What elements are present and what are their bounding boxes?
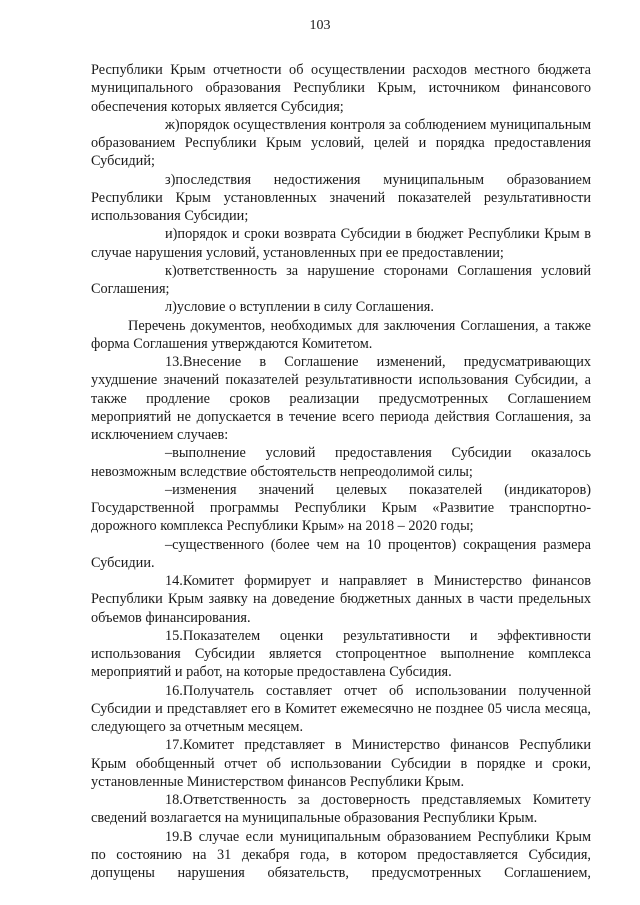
paragraph-text: изменения значений целевых показателей (индикаторов) Государственной программы Республики Крым «Развитие транспортно-дорожного комплекса Республики Крым» на 2018 – 2020 годы; — [91, 481, 591, 535]
dash-marker: – — [165, 536, 173, 553]
paragraph — [91, 317, 591, 354]
paragraph-text: ответственность за нарушение сторонами Соглашения условий Соглашения; — [91, 262, 591, 297]
paragraph-text: Перечень документов, необходимых для заключения Соглашения, а также форма Соглашения утверждаются Комитетом. — [91, 317, 591, 352]
list-item — [91, 225, 591, 262]
paragraph-number: 18. — [165, 792, 183, 808]
paragraph-text: В случае если муниципальным образованием Республики Крым по состоянию на 31 декабря года, в котором предоставляется Субсидия, допущены нарушения обязательств, предусмотренных Соглашением, — [91, 828, 591, 881]
page-number: 103 — [309, 18, 331, 33]
numbered-paragraph — [91, 791, 591, 828]
paragraph-text: порядок осуществления контроля за соблюдением муниципальным образованием Республики Крым условий, целей и порядка предоставления Субсидий; — [91, 116, 591, 170]
paragraph-text: Получатель составляет отчет об использовании полученной Субсидии и представляет его в Комитет ежемесячно не позднее 05 числа месяца, следующего за отчетным месяцем. — [91, 682, 591, 735]
dash-list-item — [91, 444, 591, 481]
numbered-paragraph — [91, 682, 591, 737]
paragraph-text: Показателем оценки результативности и эффективности использования Субсидии является стопроцентное выполнение комплекса мероприятий и работ, на которые предоставлена Субсидия. — [91, 627, 591, 681]
paragraph — [91, 61, 591, 116]
numbered-paragraph — [91, 353, 591, 444]
paragraph-text: Республики Крым отчетности об осуществлении расходов местного бюджета муниципального образования Республики Крым, источником финансового обеспечения которых является Субсидия; — [91, 62, 591, 115]
list-item — [91, 298, 591, 316]
dash-marker: – — [165, 445, 173, 462]
numbered-paragraph — [91, 736, 591, 791]
paragraph-number: 13. — [165, 354, 183, 370]
document-body — [91, 61, 591, 882]
paragraph-text: Комитет формирует и направляет в Министерство финансов Республики Крым заявку на доведение бюджетных данных в части предельных объемов финансирования. — [91, 573, 591, 626]
paragraph-number: 14. — [165, 573, 183, 589]
paragraph-text: условие о вступлении в силу Соглашения. — [176, 299, 434, 316]
numbered-paragraph — [91, 572, 591, 627]
paragraph-number: 15. — [165, 627, 183, 644]
paragraph-text: Внесение в Соглашение изменений, предусматривающих ухудшение значений показателей результативности использования Субсидии, а также продление сроков реализации предусмотренных Соглашением мероприятий не допускается в течение всего периода действия Соглашения, за исключением случаев: — [91, 354, 591, 443]
dash-list-item — [91, 536, 591, 573]
numbered-paragraph — [91, 627, 591, 682]
list-item — [91, 171, 591, 226]
paragraph-text: последствия недостижения муниципальным образованием Республики Крым установленных значений показателей результативности использования Субсидии; — [91, 171, 591, 224]
item-marker: к) — [165, 262, 177, 279]
paragraph-number: 17. — [165, 737, 183, 754]
item-marker: л) — [165, 299, 177, 316]
paragraph-text: Комитет представляет в Министерство финансов Республики Крым обобщенный отчет об использовании Субсидии в порядке и сроки, установленные Министерством финансов Республики Крым. — [91, 737, 591, 790]
dash-list-item — [91, 481, 591, 536]
item-marker: и) — [165, 226, 178, 243]
paragraph-text: существенного (более чем на 10 процентов) сокращения размера Субсидии. — [91, 536, 591, 571]
paragraph-number: 19. — [165, 828, 183, 845]
list-item — [91, 262, 591, 299]
item-marker: ж) — [165, 116, 180, 133]
item-marker: з) — [165, 171, 176, 188]
numbered-paragraph — [91, 828, 591, 883]
paragraph-text: Ответственность за достоверность представляемых Комитету сведений возлагается на муниципальные образования Республики Крым. — [91, 792, 591, 827]
paragraph-number: 16. — [165, 682, 183, 699]
list-item — [91, 116, 591, 171]
dash-marker: – — [165, 481, 173, 498]
paragraph-text: порядок и сроки возврата Субсидии в бюджет Республики Крым в случае нарушения условий, установленных при ее предоставлении; — [91, 226, 591, 261]
paragraph-text: выполнение условий предоставления Субсидии оказалось невозможным вследствие обстоятельств непреодолимой силы; — [91, 445, 591, 480]
